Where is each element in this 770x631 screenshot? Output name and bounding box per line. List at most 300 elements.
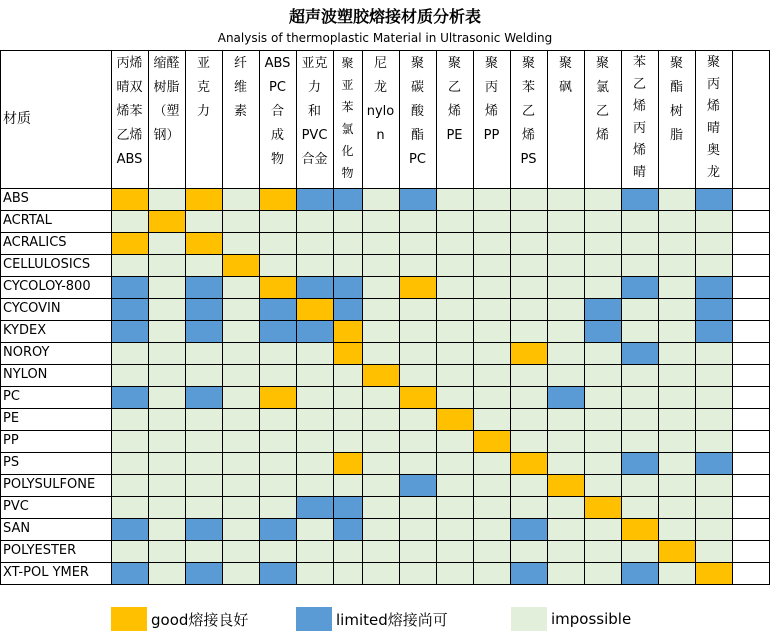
grid-line	[399, 50, 400, 585]
compat-cell	[436, 254, 473, 276]
compat-cell	[621, 276, 658, 298]
compat-cell	[547, 474, 584, 496]
grid-line	[0, 188, 770, 189]
compat-cell	[473, 496, 510, 518]
row-label: NYLON	[3, 367, 48, 382]
compat-cell	[362, 364, 399, 386]
compat-cell	[148, 298, 185, 320]
compat-cell	[259, 342, 296, 364]
compat-cell	[621, 540, 658, 562]
compat-cell	[296, 496, 333, 518]
column-header-line: 成	[270, 128, 284, 143]
compat-cell	[222, 496, 259, 518]
compat-cell	[296, 408, 333, 430]
compat-cell	[473, 342, 510, 364]
compat-cell	[695, 188, 732, 210]
compat-cell	[222, 342, 259, 364]
grid-line	[362, 50, 363, 585]
column-header-line: PC	[409, 152, 426, 167]
compat-cell	[695, 232, 732, 254]
column-header	[584, 50, 621, 188]
grid-line	[222, 50, 223, 585]
compat-cell	[584, 408, 621, 430]
compat-cell	[695, 342, 732, 364]
compat-cell	[584, 320, 621, 342]
compat-cell	[185, 452, 222, 474]
compat-cell	[333, 518, 362, 540]
grid-line	[0, 50, 770, 51]
compat-cell	[695, 210, 732, 232]
column-header-line: 纤	[233, 56, 247, 71]
compat-cell	[584, 298, 621, 320]
column-header	[222, 50, 259, 188]
compat-cell	[510, 210, 547, 232]
compat-cell	[362, 408, 399, 430]
compat-cell	[399, 364, 436, 386]
compat-cell	[621, 188, 658, 210]
compat-cell	[362, 188, 399, 210]
chart-subtitle: Analysis of thermoplastic Material in Ultrasonic Welding	[217, 31, 553, 45]
compat-cell	[333, 430, 362, 452]
column-header-line: 苯	[632, 55, 646, 70]
compat-cell	[658, 408, 695, 430]
grid-line	[584, 50, 585, 585]
column-header-line: 力	[196, 104, 210, 119]
compat-cell	[584, 474, 621, 496]
compat-cell	[584, 452, 621, 474]
compat-cell	[148, 364, 185, 386]
row-label: XT-POL YMER	[3, 565, 89, 580]
compat-cell	[111, 386, 148, 408]
compat-cell	[296, 276, 333, 298]
row-label: PP	[3, 433, 19, 448]
compat-cell	[584, 188, 621, 210]
column-header	[399, 50, 436, 188]
grid-line	[148, 50, 149, 585]
legend-good-swatch	[111, 607, 147, 631]
compat-cell	[362, 452, 399, 474]
compat-cell	[222, 386, 259, 408]
column-header-line: 尼	[373, 56, 387, 71]
grid-line	[0, 232, 770, 233]
compat-cell	[621, 254, 658, 276]
compat-cell	[185, 254, 222, 276]
compat-cell	[695, 276, 732, 298]
compat-cell	[695, 320, 732, 342]
compat-cell	[399, 320, 436, 342]
column-header-line: 氯	[595, 80, 609, 95]
compat-cell	[658, 188, 695, 210]
column-header-line: ABS	[116, 152, 143, 167]
legend-impossible-swatch	[511, 607, 547, 631]
compat-cell	[399, 518, 436, 540]
compat-cell	[185, 562, 222, 584]
compat-cell	[584, 562, 621, 584]
compat-cell	[436, 210, 473, 232]
compat-cell	[399, 232, 436, 254]
row-label: CELLULOSICS	[3, 257, 91, 272]
compat-cell	[148, 430, 185, 452]
column-header	[259, 50, 296, 188]
compat-cell	[436, 452, 473, 474]
compat-cell	[658, 342, 695, 364]
compat-cell	[259, 188, 296, 210]
column-header-line: 苯	[521, 80, 535, 95]
compat-cell	[185, 276, 222, 298]
compat-cell	[111, 430, 148, 452]
column-header-line: 聚	[410, 56, 424, 71]
compat-cell	[185, 474, 222, 496]
compat-cell	[436, 430, 473, 452]
column-header-line: 龙	[706, 165, 720, 180]
compat-cell	[658, 540, 695, 562]
compat-cell	[333, 320, 362, 342]
compat-cell	[436, 540, 473, 562]
compat-cell	[259, 562, 296, 584]
compat-cell	[473, 408, 510, 430]
compat-cell	[473, 210, 510, 232]
compat-cell	[510, 474, 547, 496]
compat-cell	[658, 232, 695, 254]
legend-limited	[296, 607, 448, 631]
compat-cell	[547, 386, 584, 408]
grid-line	[658, 50, 659, 585]
compat-cell	[658, 254, 695, 276]
row-label: PS	[3, 455, 20, 470]
compat-cell	[621, 342, 658, 364]
compat-cell	[695, 298, 732, 320]
column-header-line: 聚	[447, 56, 461, 71]
column-header-line: 丙	[706, 77, 720, 92]
compat-cell	[222, 188, 259, 210]
compat-cell	[473, 518, 510, 540]
compat-cell	[259, 276, 296, 298]
column-header-line: 烯	[595, 128, 609, 143]
compat-cell	[436, 188, 473, 210]
compat-cell	[185, 408, 222, 430]
row-label: NOROY	[3, 345, 50, 360]
compat-cell	[148, 210, 185, 232]
compat-cell	[259, 386, 296, 408]
column-header-line: PVC	[301, 128, 328, 143]
compat-cell	[473, 540, 510, 562]
column-header-line: 聚	[341, 56, 354, 70]
compat-cell	[296, 540, 333, 562]
compat-cell	[695, 254, 732, 276]
column-header-line: 碳	[410, 80, 424, 95]
compat-cell	[547, 364, 584, 386]
grid-line	[0, 518, 770, 519]
compat-cell	[584, 254, 621, 276]
column-header-line: 脂	[669, 128, 683, 143]
compat-cell	[695, 562, 732, 584]
compat-cell	[148, 540, 185, 562]
compat-cell	[111, 276, 148, 298]
grid-line	[185, 50, 186, 585]
compat-cell	[695, 386, 732, 408]
column-header-line: 钢）	[153, 128, 180, 143]
compat-cell	[148, 386, 185, 408]
compat-cell	[473, 232, 510, 254]
column-header-line: 酯	[410, 128, 424, 143]
column-header	[658, 50, 695, 188]
column-header-line: 丙烯	[116, 56, 143, 71]
column-header-line: 砜	[558, 80, 572, 95]
compat-cell	[259, 232, 296, 254]
compat-cell	[510, 518, 547, 540]
column-header-line: 烯	[632, 99, 646, 114]
compat-cell	[185, 320, 222, 342]
compat-cell	[362, 210, 399, 232]
row-label: POLYESTER	[3, 543, 77, 558]
compat-cell	[695, 452, 732, 474]
grid-line	[0, 50, 1, 585]
compat-cell	[547, 276, 584, 298]
compat-cell	[259, 254, 296, 276]
compat-cell	[547, 254, 584, 276]
legend-impossible-label: impossible	[551, 610, 632, 628]
compat-cell	[473, 386, 510, 408]
compat-cell	[148, 342, 185, 364]
compat-cell	[259, 430, 296, 452]
compat-cell	[296, 188, 333, 210]
compat-cell	[111, 254, 148, 276]
compat-cell	[547, 188, 584, 210]
compat-cell	[185, 342, 222, 364]
compat-cell	[399, 298, 436, 320]
compat-cell	[658, 364, 695, 386]
compat-cell	[547, 452, 584, 474]
compat-cell	[333, 254, 362, 276]
grid-line	[0, 386, 770, 387]
compat-cell	[436, 320, 473, 342]
compat-cell	[333, 386, 362, 408]
row-label: PVC	[3, 499, 29, 514]
compat-cell	[259, 210, 296, 232]
grid-line	[0, 276, 770, 277]
compat-cell	[399, 562, 436, 584]
compat-cell	[510, 452, 547, 474]
row-label: SAN	[3, 521, 31, 536]
column-header-line: 酯	[669, 80, 683, 95]
compat-cell	[658, 562, 695, 584]
compat-cell	[222, 232, 259, 254]
compat-cell	[547, 540, 584, 562]
compat-cell	[658, 276, 695, 298]
column-header-line: PS	[520, 152, 537, 167]
compat-cell	[510, 408, 547, 430]
compat-cell	[111, 518, 148, 540]
compat-cell	[658, 386, 695, 408]
compat-cell	[148, 276, 185, 298]
compat-cell	[621, 386, 658, 408]
compat-cell	[399, 474, 436, 496]
column-header-line: 树	[669, 104, 683, 119]
column-header-line: 烯苯	[116, 104, 143, 119]
compat-cell	[584, 496, 621, 518]
compat-cell	[296, 342, 333, 364]
compat-cell	[362, 320, 399, 342]
grid-line	[333, 50, 334, 585]
compat-cell	[510, 188, 547, 210]
compat-cell	[621, 474, 658, 496]
row-label: ABS	[3, 191, 29, 206]
compat-cell	[111, 562, 148, 584]
compat-cell	[222, 408, 259, 430]
compat-cell	[185, 496, 222, 518]
compat-cell	[399, 188, 436, 210]
compat-cell	[333, 364, 362, 386]
compat-cell	[296, 474, 333, 496]
compat-cell	[222, 320, 259, 342]
compat-cell	[547, 408, 584, 430]
compat-cell	[695, 408, 732, 430]
compat-cell	[222, 518, 259, 540]
column-header-line: 合金	[301, 152, 328, 167]
row-label: PE	[3, 411, 20, 426]
compat-cell	[399, 254, 436, 276]
column-header	[362, 50, 399, 188]
compat-cell	[584, 364, 621, 386]
compat-cell	[111, 408, 148, 430]
column-header-line: nylo	[366, 104, 395, 119]
compat-cell	[473, 430, 510, 452]
compat-cell	[185, 430, 222, 452]
compat-cell	[362, 254, 399, 276]
compat-cell	[148, 254, 185, 276]
grid-line	[510, 50, 511, 585]
column-header	[333, 50, 362, 188]
compat-cell	[148, 188, 185, 210]
compat-cell	[296, 518, 333, 540]
compat-cell	[222, 452, 259, 474]
column-header-line: 晴	[706, 121, 720, 136]
compat-cell	[185, 518, 222, 540]
compat-cell	[111, 320, 148, 342]
compat-cell	[296, 254, 333, 276]
column-header	[621, 50, 658, 188]
compat-cell	[399, 408, 436, 430]
column-header-line: 聚	[484, 56, 498, 71]
compat-cell	[148, 474, 185, 496]
column-header-line: PP	[483, 128, 500, 143]
compat-cell	[399, 540, 436, 562]
column-header	[510, 50, 547, 188]
compat-cell	[510, 540, 547, 562]
compat-cell	[695, 540, 732, 562]
column-header-line: 烯	[706, 99, 720, 114]
column-header-line: 化	[341, 144, 354, 158]
compat-cell	[333, 474, 362, 496]
legend-limited-label: limited熔接尚可	[336, 610, 448, 629]
grid-line	[621, 50, 622, 585]
compat-cell	[584, 210, 621, 232]
compat-cell	[399, 210, 436, 232]
row-label: CYCOLOY-800	[3, 279, 91, 294]
compat-cell	[222, 364, 259, 386]
compat-cell	[111, 342, 148, 364]
compat-cell	[259, 474, 296, 496]
compat-cell	[362, 342, 399, 364]
compat-cell	[222, 430, 259, 452]
compat-cell	[148, 452, 185, 474]
compat-cell	[148, 408, 185, 430]
compat-cell	[296, 210, 333, 232]
compat-cell	[695, 496, 732, 518]
compat-cell	[362, 298, 399, 320]
compat-cell	[111, 540, 148, 562]
compat-cell	[362, 496, 399, 518]
column-header-line: 亚	[341, 78, 354, 92]
compat-cell	[473, 320, 510, 342]
compat-cell	[658, 430, 695, 452]
column-header-line: 物	[270, 152, 284, 167]
compat-cell	[658, 518, 695, 540]
compat-cell	[333, 276, 362, 298]
compat-cell	[473, 298, 510, 320]
compat-cell	[148, 562, 185, 584]
compat-cell	[185, 188, 222, 210]
compat-cell	[658, 474, 695, 496]
compat-cell	[584, 386, 621, 408]
compat-cell	[362, 276, 399, 298]
compat-cell	[584, 276, 621, 298]
column-header	[148, 50, 185, 188]
grid-line	[0, 562, 770, 563]
compat-cell	[333, 496, 362, 518]
compat-cell	[436, 298, 473, 320]
compat-cell	[658, 452, 695, 474]
row-label: ACRALICS	[3, 235, 67, 250]
legend-limited-swatch	[296, 607, 332, 631]
compat-cell	[185, 364, 222, 386]
column-header-line: 丙	[484, 80, 498, 95]
compat-cell	[259, 496, 296, 518]
grid-line	[0, 298, 770, 299]
grid-line	[0, 342, 770, 343]
grid-line	[0, 320, 770, 321]
grid-line	[0, 364, 770, 365]
compat-cell	[584, 518, 621, 540]
compat-cell	[185, 298, 222, 320]
compat-cell	[436, 386, 473, 408]
compat-cell	[222, 210, 259, 232]
column-header	[436, 50, 473, 188]
compat-cell	[547, 562, 584, 584]
grid-line	[436, 50, 437, 585]
compat-cell	[333, 562, 362, 584]
column-header-line: PC	[269, 80, 286, 95]
compat-cell	[547, 320, 584, 342]
row-label: ACRTAL	[3, 213, 52, 228]
column-header-line: 乙	[595, 104, 609, 119]
grid-line	[0, 452, 770, 453]
compat-cell	[510, 364, 547, 386]
compat-cell	[621, 430, 658, 452]
compat-cell	[296, 232, 333, 254]
compat-cell	[399, 386, 436, 408]
compat-cell	[473, 276, 510, 298]
column-header	[111, 50, 148, 188]
column-header-line: 亚克力	[301, 56, 328, 95]
compat-cell	[547, 496, 584, 518]
compat-cell	[185, 540, 222, 562]
compat-cell	[296, 320, 333, 342]
compat-cell	[473, 452, 510, 474]
compat-cell	[296, 386, 333, 408]
compat-cell	[436, 518, 473, 540]
compat-cell	[695, 474, 732, 496]
